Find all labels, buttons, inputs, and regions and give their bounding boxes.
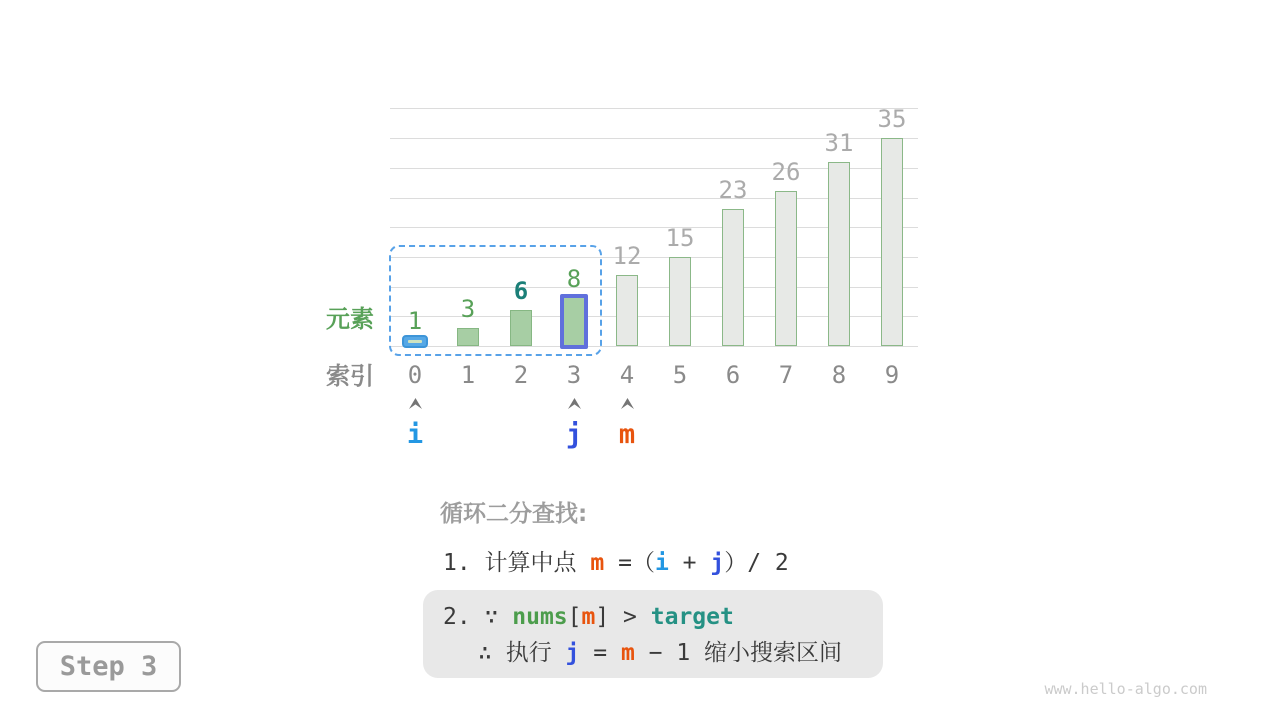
bar-value-label-6: 23 — [718, 176, 748, 204]
watermark: www.hello-algo.com — [1044, 680, 1207, 698]
pointer-label-i: i — [406, 419, 424, 450]
caption-token: ）/ 2 — [724, 550, 789, 576]
bar-value-label-9: 35 — [877, 105, 907, 133]
pointer-caret-j — [568, 398, 581, 409]
bar-index-1 — [457, 328, 479, 346]
pointer-label-j: j — [565, 419, 583, 450]
caption-token: target — [650, 604, 734, 630]
bar-index-9 — [881, 138, 903, 346]
caption-token: nums — [512, 604, 568, 630]
index-label-3: 3 — [566, 361, 582, 389]
index-label-7: 7 — [778, 361, 794, 389]
caption-token: = — [579, 640, 621, 666]
pointer-label-m: m — [618, 419, 636, 450]
bar-index-4 — [616, 275, 638, 346]
bar-value-label-0: 1 — [407, 307, 423, 335]
bar-index-0 — [402, 335, 428, 348]
caption-token: m — [581, 604, 596, 630]
caption-token: 2. ∵ — [443, 604, 513, 630]
bar-index-6 — [722, 209, 744, 346]
bar-value-label-4: 12 — [612, 242, 642, 270]
element-axis-label: 元素 — [326, 305, 374, 333]
step-badge — [36, 641, 181, 692]
index-axis-label: 索引 — [326, 362, 374, 390]
caption-token: ∴ 执行 — [478, 640, 566, 666]
caption-token: [ — [567, 604, 582, 630]
index-label-8: 8 — [831, 361, 847, 389]
index-label-4: 4 — [619, 361, 635, 389]
bar-value-label-7: 26 — [771, 158, 801, 186]
caption-token: 1. 计算中点 — [443, 550, 591, 576]
index-label-5: 5 — [672, 361, 688, 389]
caption-token: i — [654, 550, 669, 576]
caption-token: m — [590, 550, 605, 576]
caption-token: m — [620, 640, 635, 666]
caption-step1-line — [443, 550, 789, 576]
caption-step2-condition-line — [443, 604, 734, 630]
bar-0-green-strip — [408, 340, 422, 343]
caption-token: =（ — [604, 550, 655, 576]
bar-value-label-3: 8 — [566, 265, 582, 293]
pointer-caret-i — [409, 398, 422, 409]
gridline — [390, 108, 918, 109]
caption-token: j — [710, 550, 725, 576]
bar-value-label-5: 15 — [665, 224, 695, 252]
caption-token: − 1 缩小搜索区间 — [634, 640, 843, 666]
pointer-caret-m — [621, 398, 634, 409]
caption-heading: 循环二分查找: — [440, 501, 588, 527]
bar-index-8 — [828, 162, 850, 346]
index-label-0: 0 — [407, 361, 423, 389]
bar-index-3 — [560, 294, 588, 349]
index-label-9: 9 — [884, 361, 900, 389]
bar-index-2 — [510, 310, 532, 346]
caption-token: ] > — [595, 604, 651, 630]
bar-index-5 — [669, 257, 691, 346]
step-badge-label: Step 3 — [59, 651, 158, 682]
bar-value-label-1: 3 — [460, 295, 476, 323]
caption-step2-action-line — [478, 640, 842, 666]
bar-value-label-2: 6 — [513, 277, 529, 305]
index-label-1: 1 — [460, 361, 476, 389]
index-label-6: 6 — [725, 361, 741, 389]
bar-value-label-8: 31 — [824, 129, 854, 157]
caption-token: + — [668, 550, 711, 576]
bar-index-7 — [775, 191, 797, 346]
index-label-2: 2 — [513, 361, 529, 389]
caption-token: j — [565, 640, 580, 666]
